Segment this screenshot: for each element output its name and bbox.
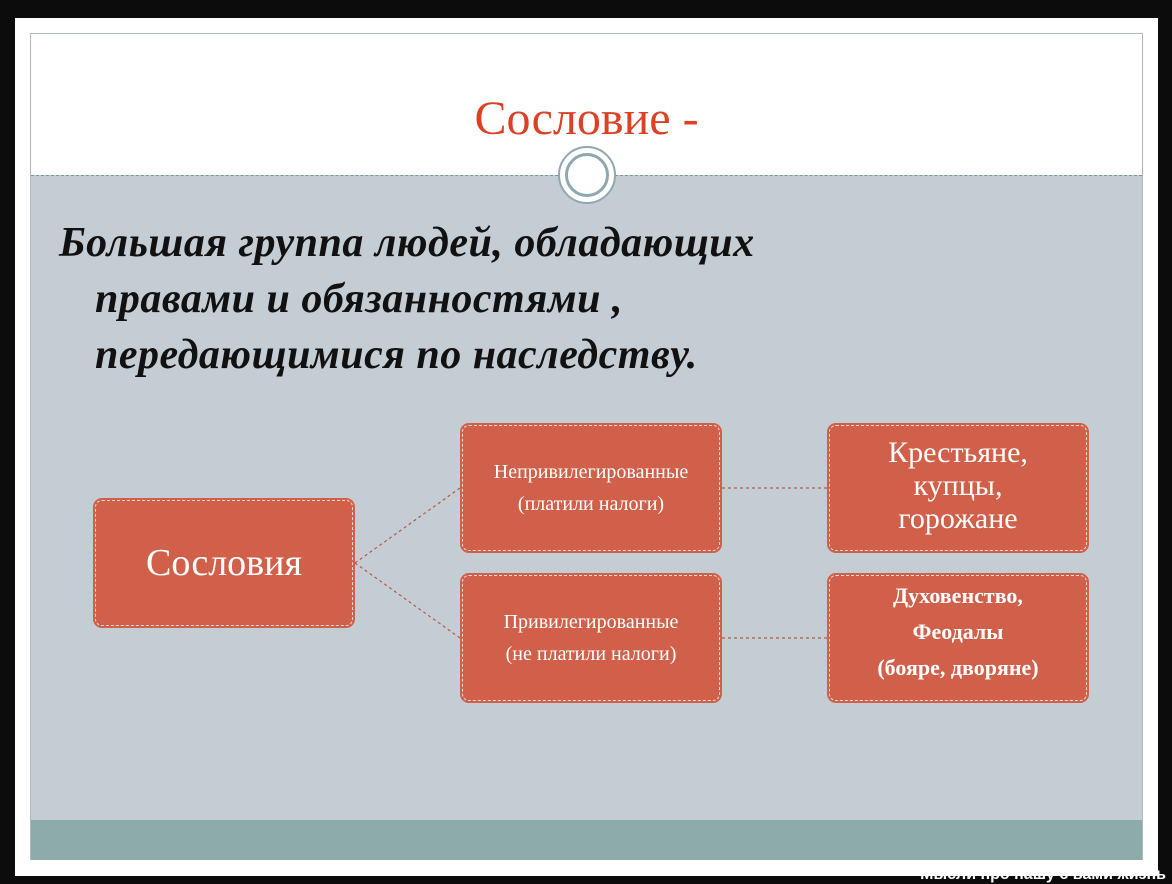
estates-root-label: Сословия <box>146 542 302 584</box>
peasants-line-2: купцы, <box>913 468 1003 502</box>
clergy-box <box>827 573 1089 703</box>
watermark-text: Мысли про нашу с вами жизнь <box>920 866 1166 883</box>
connector-root-privileged <box>355 563 460 638</box>
clergy-line-2: Феодалы <box>912 619 1004 644</box>
clergy-line-3: (бояре, дворяне) <box>877 655 1039 680</box>
definition-line-2: правами и обязанностями , <box>95 276 623 322</box>
privileged-note: (не платили налоги) <box>505 643 677 665</box>
unprivileged-label: Непривилегированные <box>493 461 689 483</box>
slide-title: Сословие - <box>474 92 699 145</box>
unprivileged-note: (платили налоги) <box>517 493 665 515</box>
privileged-box <box>460 573 722 703</box>
connector-root-unprivileged <box>355 488 460 563</box>
unprivileged-box <box>460 423 722 553</box>
estates-root-box <box>93 498 355 628</box>
definition-line-1: Большая группа людей, обладающих <box>59 220 755 266</box>
peasants-line-1: Крестьяне, <box>888 435 1028 469</box>
slide <box>15 18 1158 876</box>
definition-line-3: передающимися по наследству. <box>95 332 698 378</box>
peasants-line-3: горожане <box>898 501 1018 535</box>
peasants-box <box>827 423 1089 553</box>
privileged-label: Привилегированные <box>503 611 679 633</box>
clergy-line-1: Духовенство, <box>893 583 1023 608</box>
